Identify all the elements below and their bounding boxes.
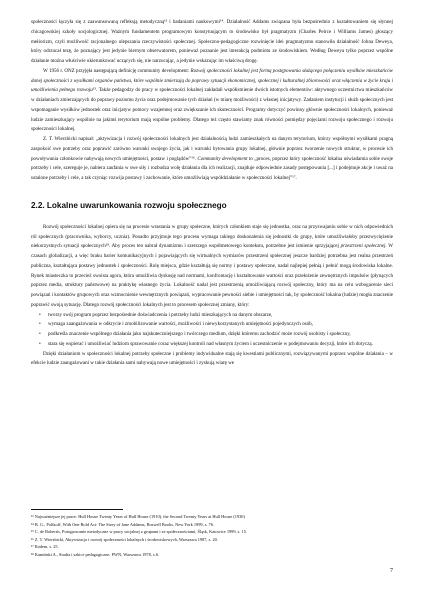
paragraph-closing: Dzięki działaniom w społeczności lokalnej potrzeby społeczne i problemy indywidualne stają się kwestiami publicznymi, rozwiązywanymi poprzez wspólne działania – w efekcie ludzie zaangażowani w takie działania sami nabywają nowe umiejętności i zyskują wiarę we [31, 350, 393, 367]
list-item: • wymaga zaangażowania w odkrycie i zmobilizowanie wartości, możliwości i niewykorzystanych umiejętności pojedynczych osób, [48, 320, 393, 330]
emphasis-term: przestrzeni społecznej [340, 243, 386, 250]
footnote: ¹⁸ Kamiński A., Studia i szkice pedagogiczne, PWN, Warszawa 1978, s.6. [31, 551, 159, 557]
footnote: ¹⁵ C. de Robertis, Postępowanie metodyczne w pracy socjalnej z grupami i ze społecznościami, Śląsk, Katowice 1999, s. 15. [31, 529, 247, 535]
footnote: ¹⁶ Z. T. Wierzbicki, Aktywizacja i rozwój społeczności lokalnych i środowiskowych, Warszawa 1987, s. 20. [31, 536, 218, 542]
paragraph-un-definition [31, 67, 393, 135]
list-item: • tworzy swój program poprzez bezpośrednie doświadczenia i potrzeby ludzi mieszkających na danym obszarze, [48, 311, 393, 321]
paragraph-text: to „proces, poprzez który społeczność lokalna uświadamia sobie swoje potrzeby i cele, szereguje je, nabiera zaufania w swe siły i rozbudza wolę działania dla ich realizacji, znajduje odpowiednie zasady postępowania [...] i podejmuje akcje i uważ na ustalone potrzeby i cele, a tak czyniąc rozwija postawy i zachowanie, które umożliwiają współdziałanie w społeczności lokalnej”¹⁷. [31, 155, 393, 181]
paragraph-text: Z. T. Wierzbicki napisał: „aktywizacja i rozwój społeczności lokalnych jest działalnością ludzi zamieszkałych na danym terytorium, którzy współnymi wysiłkami pragną zaspokoić swe potrzeby oraz poprawić zarówno warunki swojego życia, jak i warunki bytowania grupy lokalnej, głównie poprzez tworzenie nowych struktur, w procesie ich powoływania członkowie nabywają nowych umiejętności, postaw i poglądów”¹⁶. [31, 136, 393, 162]
paragraph-text: Rozwój społeczności lokalnej opiera się na procesie wrastania w grupy społeczne, których członkiem staje się jednostka, oraz na przyswajaniu sobie w nich odpowiednich ról społecznych (pracownika, wyborcy, ucznia). Ponadto przyjmuje tego procesu wymaga takiego doskonalenia się jednostki do grupy, które umożliwiałoby przezwyciężenie niekorzystnych sytuacji społecznych¹⁸. Aby proces ten nabrał dynamizmu i szerszego współmetowego kontekstu, potrzebne jest istnienie sprzyjającej [31, 223, 393, 250]
footnote: ¹⁴ B. G., Polikoff, With One Bold Act: The Story of Jane Addams, Boswell Books, New York 1999, s. 76. [31, 521, 215, 527]
paragraph-local-development [31, 223, 393, 311]
footnote: ¹⁷ Ibidem, s. 25. [31, 544, 59, 550]
paragraph-text: . W czasach globalizacji, a więc braku barier komunikacyjnych i pojawiających się wirtualnych wymiarów przestrzeni społecznej jeszcze bardziej potrzebna jest realna przestrzeń publiczna, kształtująca postawy jednostek i społeczności. Rolę miejsca, gdzie kształtują się normy i postawy społeczne, nadal najlepiej pełnią i pełnić mogą środowiska lokalne. Rynek miasteczka to przecież swoista agora, która umożliwia dyskusję nad normami, konfrontację i kształtowanie wartości oraz przełożenie zewnętrznych impulsów (płynących poprzez media, struktury państwowe) na praktykę własnego życia. Lokalność nadal jest przestrzenią umożliwiającą rozwój społeczny, który ma na celu wzbogacenie sieci powiązań i kontaktów grupowych oraz wzmocnienie wewnętrznych powiązań, wypracowanie pewności siebie i umiejętności tak, by społeczność lokalna (ludzie) mogła znaczenie poprawić swoją sytuację. Dlatego rozwój społeczności lokalnych jest to procesem społecznej zmiany, który: [31, 243, 393, 308]
quoted-definition: Rozwój społeczności lokalnej jest formą postępowania służącego połączeniu wysiłków mieszkańców danej społeczności z wysiłkami organów państwa, które wspólnie zmierzają do poprawy sytuacji ekonomicznej, społecznej i kulturalnej zbiorowości oraz włączenia w życie kraju i umożliwienia pełnego rozwoju [31, 67, 393, 94]
footnote: ¹³ Najważniejsze jej prace: Hull House Twenty Years of Hull House (1910), the Second Twenty Years at Hull House (1930) [31, 514, 245, 519]
paragraph-text: W 1956 r. ONZ przyjęła następującą definicję community development: [43, 67, 191, 74]
paragraph-text: ¹⁵. Także pedagodzy do pracy w społeczności lokalnej zakładali współistnienie dwóch istotnych elementów: aktywnego uczestnictwa mieszkańców w działaniach zmierzających do poprawy poziomu życia oraz podejmowanie tych działań (w miarę możliwości) z własnej inicjatywy. Zadaniem instytucji i służb społecznych jest wspomaganie wysiłków jednostek oraz inicjatyw pomocy wzajemnej oraz zwiększanie ich skuteczności. Programy dotyczyć powinny głównie społeczności lokalnych, ponieważ ludzie zamieszkujący wspólnie na jakimś terytorium mają wspólne problemy. Dlatego też często stawiamy znak równości pomiędzy pojęciami rozwoju społecznego i rozwoju społeczności lokalnej. [31, 87, 393, 133]
list-item: • stara się wspierać i umożliwiać ludziom sprawowanie coraz większej kontroli nad własnym życiem i uczestniczenie w podejmowaniu decyzji, które ich dotyczą. [48, 340, 393, 350]
section-heading: 2.2. Lokalne uwarunkowania rozwoju społecznego [31, 200, 227, 210]
footnote-divider [31, 509, 123, 510]
footnotes [31, 513, 393, 559]
emphasis-term: Community development [197, 155, 248, 162]
paragraph-intro: społeczności łączyła się z zaawansowaną refleksją metodyczną¹³ i badaniami naukowymi¹⁴. Działalność Addams związana była bezpośrednio z kształtowaniem się słynnej chicagowskiej szkoły socjologicznej. Ważnym fundamentem programowym konstytuującym to środowisko był pragmatyzm (Charles Peirce i Williams James) głoszący mełiorizm, czyli możliwość racjonalnego ulepszania rzeczywistości społecznej. Społeczno-pedagogiczne rozwinięcie idei pragmatyzmu stanowiła działalność Johna Deweya, który odrzucał tezę, że poznający jest jedynie biernym obserwatorem, ponieważ poznanie jest interakcją podmiotu ze środowiskiem. Według Deweya tylko poprzez wspólne działanie można włuściwie ukierunkować uczących się, nie narzucając, a jedynie wskazując im właściwą drogę. [31, 19, 393, 64]
list-item: • podkreśla znaczenie wspólnego działania jako najskuteczniejszego i twórczego medium, dzięki któremu zachodzić może rozwój osobisty i społeczny, [48, 330, 393, 340]
bullet-list [31, 311, 393, 350]
paragraph-wierzbicki [31, 135, 393, 184]
page-number: 7 [390, 568, 393, 574]
